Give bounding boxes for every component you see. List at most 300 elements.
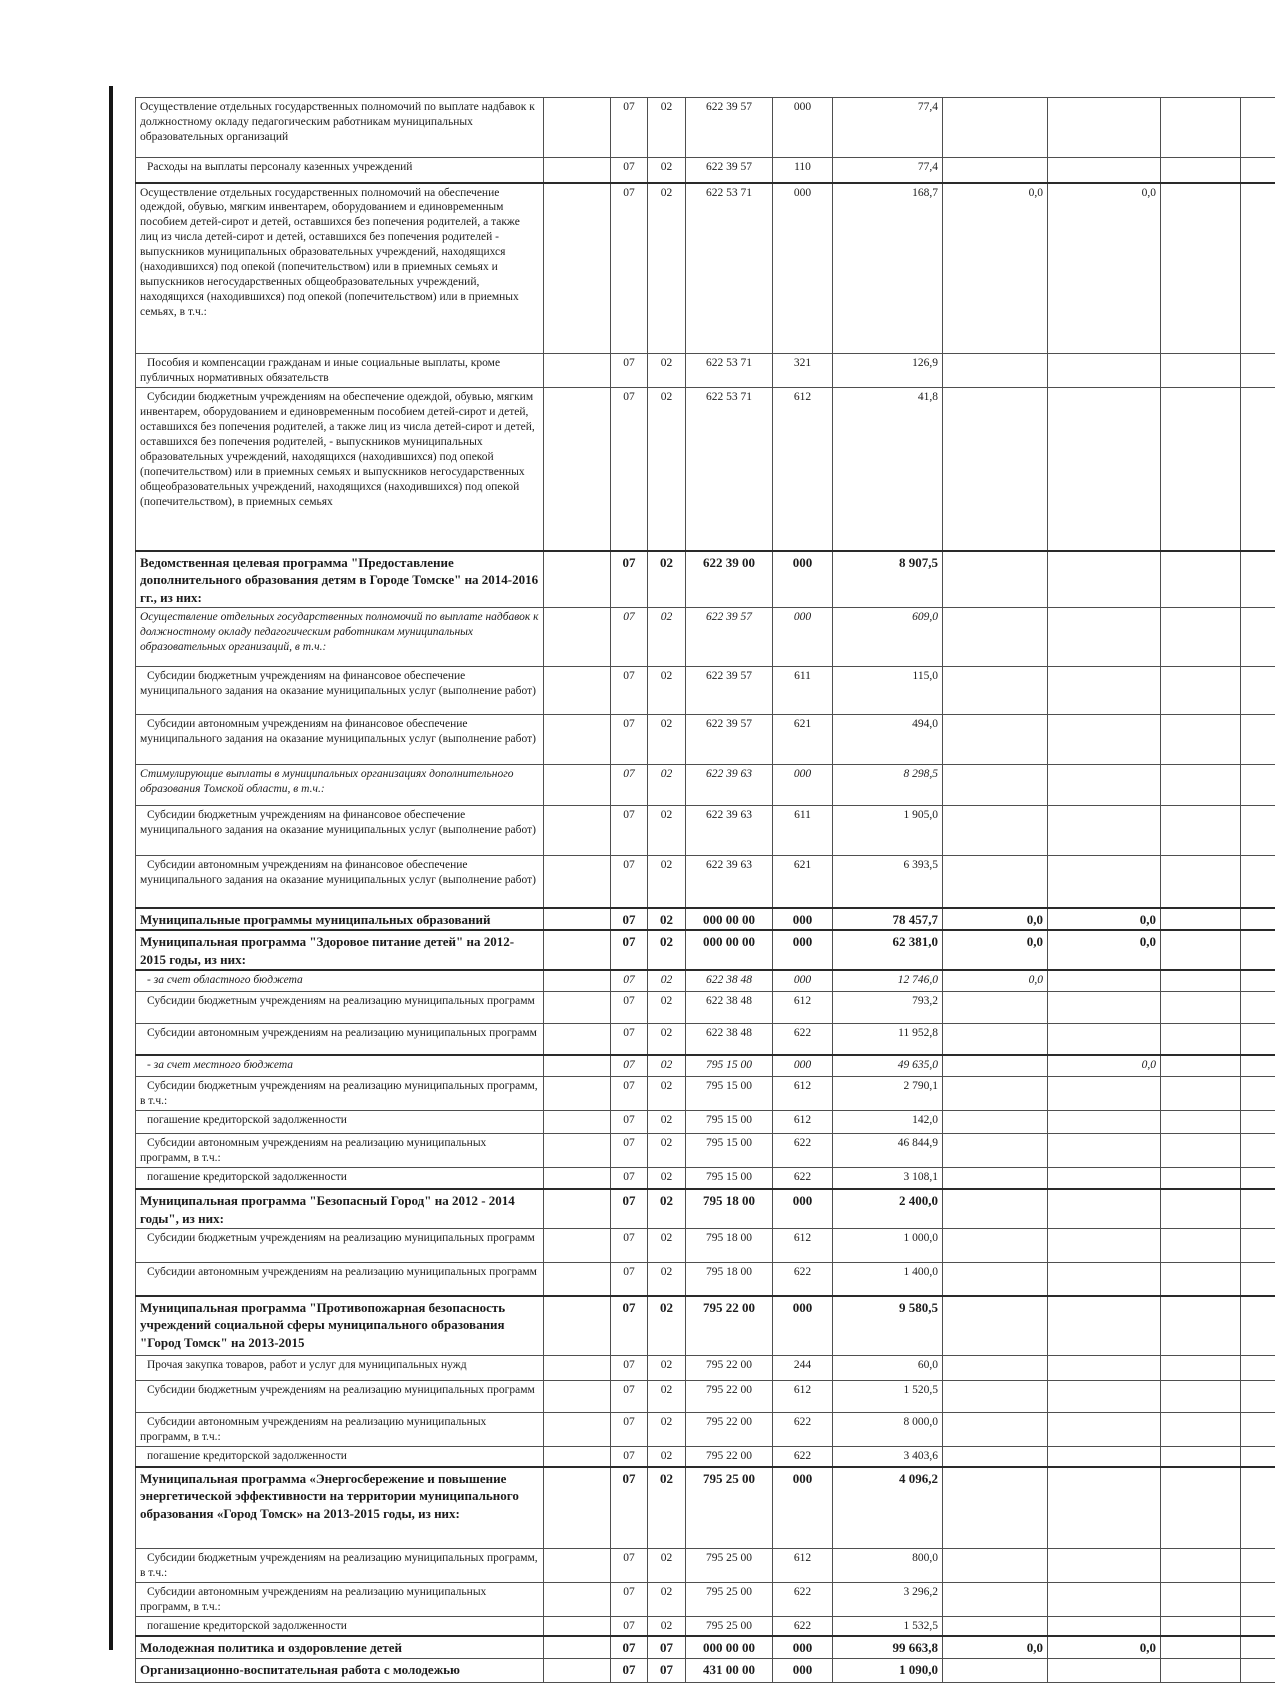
table-row — [136, 1582, 1275, 1616]
table-row — [136, 1467, 1275, 1549]
cell-empty-right — [1161, 1381, 1241, 1413]
cell-empty-spacer — [544, 1133, 611, 1167]
cell-target-article-code: 622 38 48 — [686, 970, 773, 991]
cell-expense-type-code: 000 — [773, 1467, 833, 1549]
cell-expense-type-code: 622 — [773, 1133, 833, 1167]
cell-section-code: 07 — [611, 1189, 648, 1229]
cell-amount-extra-1 — [943, 551, 1048, 608]
cell-subsection-code: 02 — [648, 1167, 686, 1189]
cell-target-article-code: 622 39 57 — [686, 715, 773, 765]
cell-amount-extra-1 — [943, 1467, 1048, 1549]
cell-empty-spacer — [544, 930, 611, 970]
cell-empty-right — [1161, 715, 1241, 765]
table-row — [136, 1447, 1275, 1467]
cell-subsection-code: 02 — [648, 1467, 686, 1549]
row-description: Молодежная политика и оздоровление детей — [136, 1636, 544, 1658]
cell-empty-spacer — [544, 970, 611, 991]
cell-expense-type-code: 000 — [773, 1189, 833, 1229]
cell-sum: 12 746,0 — [833, 970, 943, 991]
cell-sum: 1 520,5 — [833, 1381, 943, 1413]
row-description: Муниципальная программа «Энергосбережение и повышение энергетической эффективности на территории муниципального образования «Город Томск» на 2013-2015 годы, из них: — [136, 1467, 544, 1549]
cell-target-article-code: 000 00 00 — [686, 1636, 773, 1658]
cell-expense-type-code: 622 — [773, 1263, 833, 1296]
cell-subsection-code: 02 — [648, 551, 686, 608]
cell-expense-type-code: 611 — [773, 667, 833, 715]
cell-empty-right — [1161, 1636, 1241, 1658]
cell-subsection-code: 02 — [648, 608, 686, 667]
cell-clipped-edge — [1241, 158, 1275, 183]
cell-sum: 49 635,0 — [833, 1055, 943, 1076]
cell-section-code: 07 — [611, 98, 648, 158]
cell-sum: 1 000,0 — [833, 1229, 943, 1263]
cell-sum: 62 381,0 — [833, 930, 943, 970]
cell-sum: 8 000,0 — [833, 1413, 943, 1447]
cell-amount-extra-1 — [943, 1356, 1048, 1381]
cell-empty-spacer — [544, 388, 611, 551]
cell-clipped-edge — [1241, 354, 1275, 388]
cell-sum: 1 905,0 — [833, 806, 943, 856]
cell-sum: 1 090,0 — [833, 1658, 943, 1682]
cell-subsection-code: 02 — [648, 930, 686, 970]
cell-clipped-edge — [1241, 806, 1275, 856]
cell-amount-extra-2 — [1048, 970, 1161, 991]
cell-empty-right — [1161, 1447, 1241, 1467]
cell-empty-spacer — [544, 1023, 611, 1055]
cell-amount-extra-2 — [1048, 1658, 1161, 1682]
table-row — [136, 1229, 1275, 1263]
table-row — [136, 1296, 1275, 1356]
table-row — [136, 970, 1275, 991]
row-description: Пособия и компенсации гражданам и иные социальные выплаты, кроме публичных нормативных обязательств — [136, 354, 544, 388]
row-description: Прочая закупка товаров, работ и услуг для муниципальных нужд — [136, 1356, 544, 1381]
cell-section-code: 07 — [611, 856, 648, 908]
cell-empty-right — [1161, 1582, 1241, 1616]
cell-clipped-edge — [1241, 551, 1275, 608]
cell-clipped-edge — [1241, 1189, 1275, 1229]
table-row — [136, 158, 1275, 183]
cell-section-code: 07 — [611, 1076, 648, 1110]
cell-amount-extra-2: 0,0 — [1048, 183, 1161, 354]
cell-section-code: 07 — [611, 1263, 648, 1296]
table-row — [136, 1263, 1275, 1296]
cell-section-code: 07 — [611, 667, 648, 715]
cell-target-article-code: 795 18 00 — [686, 1189, 773, 1229]
cell-target-article-code: 622 53 71 — [686, 354, 773, 388]
cell-empty-right — [1161, 806, 1241, 856]
cell-clipped-edge — [1241, 930, 1275, 970]
cell-empty-spacer — [544, 1549, 611, 1583]
cell-clipped-edge — [1241, 1549, 1275, 1583]
cell-clipped-edge — [1241, 1447, 1275, 1467]
cell-amount-extra-1 — [943, 715, 1048, 765]
cell-empty-spacer — [544, 1636, 611, 1658]
cell-subsection-code: 02 — [648, 183, 686, 354]
cell-target-article-code: 431 00 00 — [686, 1658, 773, 1682]
cell-empty-spacer — [544, 1356, 611, 1381]
cell-subsection-code: 02 — [648, 1356, 686, 1381]
cell-empty-spacer — [544, 158, 611, 183]
table-row — [136, 715, 1275, 765]
cell-amount-extra-1 — [943, 765, 1048, 806]
cell-subsection-code: 02 — [648, 1447, 686, 1467]
cell-expense-type-code: 621 — [773, 715, 833, 765]
cell-section-code: 07 — [611, 1447, 648, 1467]
cell-amount-extra-2 — [1048, 1447, 1161, 1467]
cell-empty-spacer — [544, 98, 611, 158]
cell-empty-spacer — [544, 908, 611, 931]
table-row — [136, 388, 1275, 551]
cell-subsection-code: 07 — [648, 1658, 686, 1682]
cell-section-code: 07 — [611, 1296, 648, 1356]
cell-empty-spacer — [544, 765, 611, 806]
cell-section-code: 07 — [611, 608, 648, 667]
cell-amount-extra-1 — [943, 1189, 1048, 1229]
cell-clipped-edge — [1241, 1296, 1275, 1356]
cell-empty-right — [1161, 1229, 1241, 1263]
cell-clipped-edge — [1241, 1229, 1275, 1263]
cell-amount-extra-1 — [943, 1229, 1048, 1263]
cell-amount-extra-1 — [943, 388, 1048, 551]
cell-amount-extra-1 — [943, 806, 1048, 856]
cell-sum: 60,0 — [833, 1356, 943, 1381]
cell-section-code: 07 — [611, 715, 648, 765]
cell-amount-extra-1 — [943, 856, 1048, 908]
cell-amount-extra-1 — [943, 608, 1048, 667]
table-row — [136, 183, 1275, 354]
cell-empty-right — [1161, 1549, 1241, 1583]
cell-expense-type-code: 000 — [773, 908, 833, 931]
cell-empty-spacer — [544, 1296, 611, 1356]
cell-amount-extra-2: 0,0 — [1048, 908, 1161, 931]
cell-sum: 142,0 — [833, 1110, 943, 1133]
row-description: Осуществление отдельных государственных полномочий по выплате надбавок к должностному окладу педагогическим работникам муниципальных образовательных организаций — [136, 98, 544, 158]
cell-empty-spacer — [544, 1229, 611, 1263]
cell-empty-right — [1161, 970, 1241, 991]
cell-expense-type-code: 612 — [773, 991, 833, 1023]
cell-expense-type-code: 000 — [773, 930, 833, 970]
row-description: погашение кредиторской задолженности — [136, 1110, 544, 1133]
cell-amount-extra-2 — [1048, 765, 1161, 806]
cell-target-article-code: 795 15 00 — [686, 1167, 773, 1189]
cell-empty-right — [1161, 1167, 1241, 1189]
cell-empty-spacer — [544, 991, 611, 1023]
cell-amount-extra-2: 0,0 — [1048, 1055, 1161, 1076]
cell-target-article-code: 795 25 00 — [686, 1549, 773, 1583]
cell-empty-spacer — [544, 667, 611, 715]
cell-empty-spacer — [544, 1616, 611, 1636]
cell-subsection-code: 02 — [648, 388, 686, 551]
cell-amount-extra-2 — [1048, 1189, 1161, 1229]
cell-empty-right — [1161, 1413, 1241, 1447]
cell-empty-spacer — [544, 608, 611, 667]
cell-target-article-code: 622 38 48 — [686, 1023, 773, 1055]
cell-sum: 77,4 — [833, 98, 943, 158]
cell-subsection-code: 02 — [648, 98, 686, 158]
table-row — [136, 608, 1275, 667]
cell-clipped-edge — [1241, 1023, 1275, 1055]
cell-expense-type-code: 622 — [773, 1023, 833, 1055]
table-row — [136, 765, 1275, 806]
table-row — [136, 667, 1275, 715]
cell-clipped-edge — [1241, 1263, 1275, 1296]
row-description: Муниципальная программа "Противопожарная безопасность учреждений социальной сферы муниципального образования "Город Томск" на 2013-2015 — [136, 1296, 544, 1356]
cell-amount-extra-2 — [1048, 806, 1161, 856]
cell-empty-right — [1161, 908, 1241, 931]
cell-amount-extra-1 — [943, 1381, 1048, 1413]
cell-expense-type-code: 622 — [773, 1413, 833, 1447]
cell-section-code: 07 — [611, 930, 648, 970]
cell-empty-spacer — [544, 183, 611, 354]
cell-subsection-code: 02 — [648, 1413, 686, 1447]
cell-amount-extra-2 — [1048, 1167, 1161, 1189]
cell-target-article-code: 622 39 57 — [686, 158, 773, 183]
cell-empty-spacer — [544, 1076, 611, 1110]
cell-section-code: 07 — [611, 1549, 648, 1583]
table-row — [136, 1110, 1275, 1133]
table-row — [136, 1023, 1275, 1055]
cell-amount-extra-1 — [943, 98, 1048, 158]
cell-sum: 494,0 — [833, 715, 943, 765]
cell-empty-right — [1161, 1467, 1241, 1549]
table-row — [136, 1636, 1275, 1658]
cell-amount-extra-2 — [1048, 354, 1161, 388]
cell-subsection-code: 02 — [648, 1110, 686, 1133]
cell-amount-extra-2 — [1048, 1296, 1161, 1356]
cell-subsection-code: 02 — [648, 991, 686, 1023]
row-description: Организационно-воспитательная работа с молодежью — [136, 1658, 544, 1682]
cell-sum: 3 403,6 — [833, 1447, 943, 1467]
cell-sum: 1 532,5 — [833, 1616, 943, 1636]
cell-sum: 1 400,0 — [833, 1263, 943, 1296]
cell-amount-extra-1: 0,0 — [943, 183, 1048, 354]
cell-empty-right — [1161, 1296, 1241, 1356]
cell-subsection-code: 02 — [648, 1381, 686, 1413]
cell-clipped-edge — [1241, 183, 1275, 354]
cell-target-article-code: 622 53 71 — [686, 388, 773, 551]
cell-clipped-edge — [1241, 1356, 1275, 1381]
cell-clipped-edge — [1241, 970, 1275, 991]
cell-clipped-edge — [1241, 991, 1275, 1023]
cell-expense-type-code: 622 — [773, 1616, 833, 1636]
cell-target-article-code: 622 39 57 — [686, 98, 773, 158]
cell-sum: 46 844,9 — [833, 1133, 943, 1167]
cell-subsection-code: 02 — [648, 1582, 686, 1616]
cell-sum: 126,9 — [833, 354, 943, 388]
row-description: погашение кредиторской задолженности — [136, 1167, 544, 1189]
cell-target-article-code: 795 22 00 — [686, 1296, 773, 1356]
cell-empty-right — [1161, 1023, 1241, 1055]
row-description: Расходы на выплаты персоналу казенных учреждений — [136, 158, 544, 183]
cell-amount-extra-2 — [1048, 1549, 1161, 1583]
cell-empty-right — [1161, 856, 1241, 908]
table-row — [136, 354, 1275, 388]
cell-section-code: 07 — [611, 908, 648, 931]
cell-section-code: 07 — [611, 1616, 648, 1636]
cell-expense-type-code: 000 — [773, 183, 833, 354]
table-row — [136, 551, 1275, 608]
cell-section-code: 07 — [611, 970, 648, 991]
cell-amount-extra-1 — [943, 1023, 1048, 1055]
cell-subsection-code: 02 — [648, 765, 686, 806]
cell-expense-type-code: 622 — [773, 1167, 833, 1189]
cell-sum: 11 952,8 — [833, 1023, 943, 1055]
cell-amount-extra-1 — [943, 1413, 1048, 1447]
row-description: Ведомственная целевая программа "Предоставление дополнительного образования детям в Городе Томске" на 2014-2016 гг., из них: — [136, 551, 544, 608]
cell-section-code: 07 — [611, 1658, 648, 1682]
cell-subsection-code: 02 — [648, 1263, 686, 1296]
cell-target-article-code: 795 22 00 — [686, 1413, 773, 1447]
cell-expense-type-code: 110 — [773, 158, 833, 183]
cell-amount-extra-2 — [1048, 388, 1161, 551]
row-description: - за счет местного бюджета — [136, 1055, 544, 1076]
row-description: Субсидии бюджетным учреждениям на реализацию муниципальных программ — [136, 1381, 544, 1413]
cell-section-code: 07 — [611, 1055, 648, 1076]
row-description: Субсидии автономным учреждениям на финансовое обеспечение муниципального задания на оказание муниципальных услуг (выполнение работ) — [136, 856, 544, 908]
budget-table — [135, 97, 1275, 1683]
cell-amount-extra-2 — [1048, 991, 1161, 1023]
cell-empty-right — [1161, 1189, 1241, 1229]
row-description: Субсидии бюджетным учреждениям на финансовое обеспечение муниципального задания на оказание муниципальных услуг (выполнение работ) — [136, 667, 544, 715]
cell-empty-right — [1161, 1658, 1241, 1682]
cell-amount-extra-2 — [1048, 1229, 1161, 1263]
cell-subsection-code: 07 — [648, 1636, 686, 1658]
cell-subsection-code: 02 — [648, 354, 686, 388]
cell-expense-type-code: 612 — [773, 1381, 833, 1413]
cell-empty-spacer — [544, 1055, 611, 1076]
cell-expense-type-code: 612 — [773, 1229, 833, 1263]
cell-expense-type-code: 000 — [773, 1636, 833, 1658]
row-description: погашение кредиторской задолженности — [136, 1616, 544, 1636]
cell-target-article-code: 795 15 00 — [686, 1055, 773, 1076]
cell-sum: 800,0 — [833, 1549, 943, 1583]
cell-empty-spacer — [544, 1381, 611, 1413]
cell-amount-extra-1 — [943, 1616, 1048, 1636]
cell-sum: 41,8 — [833, 388, 943, 551]
cell-clipped-edge — [1241, 1616, 1275, 1636]
budget-table-body — [136, 98, 1275, 1683]
cell-section-code: 07 — [611, 1023, 648, 1055]
cell-sum: 168,7 — [833, 183, 943, 354]
cell-amount-extra-1: 0,0 — [943, 1636, 1048, 1658]
row-description: Субсидии автономным учреждениям на реализацию муниципальных программ, в т.ч.: — [136, 1413, 544, 1447]
cell-clipped-edge — [1241, 667, 1275, 715]
cell-amount-extra-1 — [943, 1263, 1048, 1296]
cell-subsection-code: 02 — [648, 1549, 686, 1583]
cell-empty-right — [1161, 183, 1241, 354]
cell-target-article-code: 795 25 00 — [686, 1467, 773, 1549]
cell-section-code: 07 — [611, 551, 648, 608]
cell-subsection-code: 02 — [648, 970, 686, 991]
cell-empty-right — [1161, 1110, 1241, 1133]
cell-target-article-code: 795 15 00 — [686, 1076, 773, 1110]
cell-clipped-edge — [1241, 1413, 1275, 1447]
cell-empty-spacer — [544, 1413, 611, 1447]
row-description: Субсидии автономным учреждениям на реализацию муниципальных программ, в т.ч.: — [136, 1582, 544, 1616]
cell-target-article-code: 622 39 00 — [686, 551, 773, 608]
cell-amount-extra-1 — [943, 1110, 1048, 1133]
cell-subsection-code: 02 — [648, 1055, 686, 1076]
cell-expense-type-code: 000 — [773, 1658, 833, 1682]
cell-clipped-edge — [1241, 1658, 1275, 1682]
cell-amount-extra-2 — [1048, 1381, 1161, 1413]
cell-target-article-code: 795 15 00 — [686, 1110, 773, 1133]
cell-expense-type-code: 000 — [773, 765, 833, 806]
cell-sum: 8 298,5 — [833, 765, 943, 806]
row-description: Субсидии бюджетным учреждениям на обеспечение одеждой, обувью, мягким инвентарем, оборудованием и единовременным пособием детей-сирот и детей, оставшихся без попечения родителей, а также лиц из числа детей-сирот и детей, оставшихся без попечения родителей, - выпускников муниципальных образовательных учреждений, находящихся (находившихся) под опекой (попечительством) или в приемных семьях и выпускников негосударственных общеобразовательных учреждений, находящихся (находившихся) под опекой (попечительством), в приемных семьях — [136, 388, 544, 551]
table-row — [136, 856, 1275, 908]
cell-target-article-code: 000 00 00 — [686, 930, 773, 970]
cell-empty-right — [1161, 1356, 1241, 1381]
cell-amount-extra-2 — [1048, 1263, 1161, 1296]
table-row — [136, 1616, 1275, 1636]
cell-empty-right — [1161, 1133, 1241, 1167]
cell-expense-type-code: 000 — [773, 551, 833, 608]
cell-clipped-edge — [1241, 1055, 1275, 1076]
cell-amount-extra-1 — [943, 1167, 1048, 1189]
table-row — [136, 98, 1275, 158]
row-description: Субсидии бюджетным учреждениям на реализацию муниципальных программ — [136, 991, 544, 1023]
cell-section-code: 07 — [611, 991, 648, 1023]
row-description: Субсидии бюджетным учреждениям на финансовое обеспечение муниципального задания на оказание муниципальных услуг (выполнение работ) — [136, 806, 544, 856]
cell-section-code: 07 — [611, 1636, 648, 1658]
cell-empty-right — [1161, 98, 1241, 158]
cell-expense-type-code: 621 — [773, 856, 833, 908]
cell-target-article-code: 795 18 00 — [686, 1229, 773, 1263]
cell-amount-extra-2 — [1048, 1076, 1161, 1110]
cell-sum: 793,2 — [833, 991, 943, 1023]
cell-empty-right — [1161, 551, 1241, 608]
cell-empty-right — [1161, 1263, 1241, 1296]
cell-target-article-code: 622 39 63 — [686, 806, 773, 856]
row-description: Муниципальная программа "Безопасный Город" на 2012 - 2014 годы", из них: — [136, 1189, 544, 1229]
cell-subsection-code: 02 — [648, 908, 686, 931]
row-description: Стимулирующие выплаты в муниципальных организациях дополнительного образования Томской области, в т.ч.: — [136, 765, 544, 806]
table-row — [136, 991, 1275, 1023]
cell-empty-spacer — [544, 1189, 611, 1229]
cell-expense-type-code: 000 — [773, 98, 833, 158]
cell-empty-right — [1161, 667, 1241, 715]
cell-clipped-edge — [1241, 1167, 1275, 1189]
cell-expense-type-code: 000 — [773, 1055, 833, 1076]
table-row — [136, 1549, 1275, 1583]
cell-clipped-edge — [1241, 1133, 1275, 1167]
cell-amount-extra-2 — [1048, 1110, 1161, 1133]
cell-amount-extra-2 — [1048, 1356, 1161, 1381]
cell-expense-type-code: 622 — [773, 1582, 833, 1616]
cell-amount-extra-2 — [1048, 158, 1161, 183]
cell-amount-extra-1 — [943, 1582, 1048, 1616]
cell-section-code: 07 — [611, 806, 648, 856]
cell-section-code: 07 — [611, 765, 648, 806]
cell-section-code: 07 — [611, 1413, 648, 1447]
table-row — [136, 806, 1275, 856]
cell-expense-type-code: 000 — [773, 1296, 833, 1356]
cell-clipped-edge — [1241, 1582, 1275, 1616]
cell-amount-extra-1 — [943, 1055, 1048, 1076]
cell-empty-spacer — [544, 715, 611, 765]
cell-amount-extra-1 — [943, 667, 1048, 715]
cell-empty-spacer — [544, 1263, 611, 1296]
cell-empty-right — [1161, 1616, 1241, 1636]
row-description: Муниципальная программа "Здоровое питание детей" на 2012-2015 годы, из них: — [136, 930, 544, 970]
cell-amount-extra-1 — [943, 1133, 1048, 1167]
table-row — [136, 1189, 1275, 1229]
cell-sum: 3 296,2 — [833, 1582, 943, 1616]
cell-target-article-code: 622 38 48 — [686, 991, 773, 1023]
cell-amount-extra-2 — [1048, 1413, 1161, 1447]
cell-clipped-edge — [1241, 608, 1275, 667]
cell-amount-extra-1 — [943, 1658, 1048, 1682]
